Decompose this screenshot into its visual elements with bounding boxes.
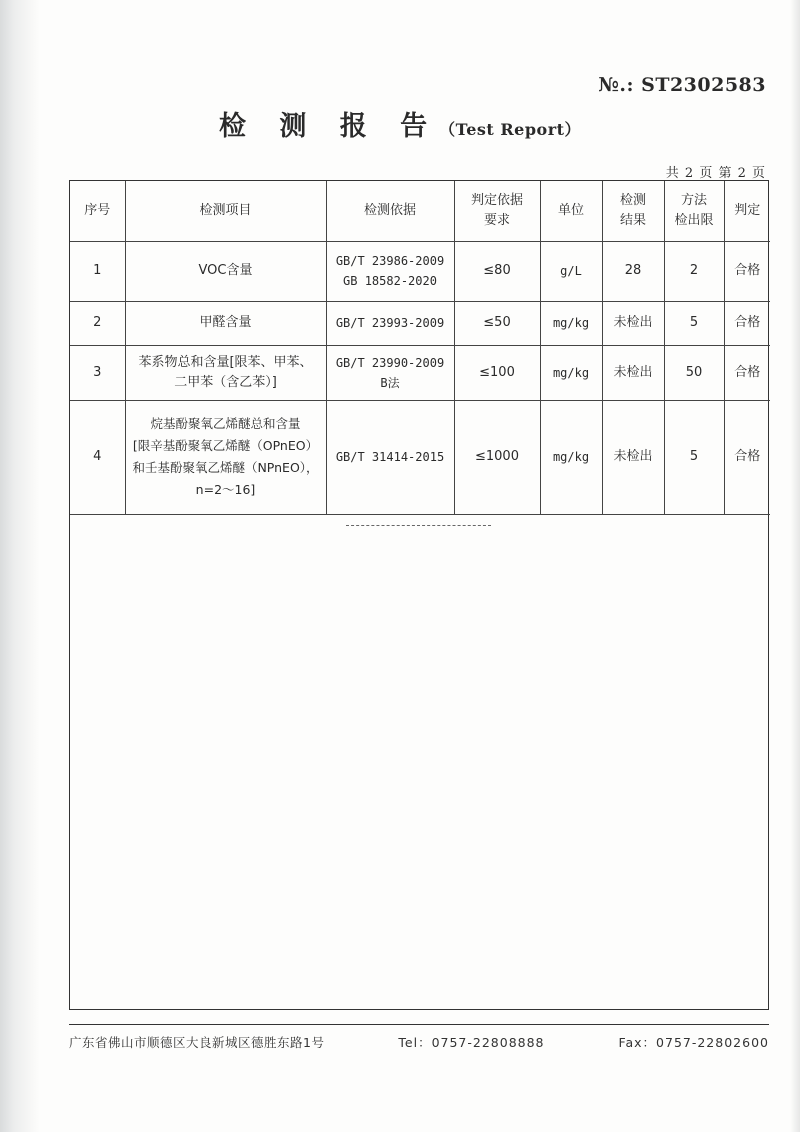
table-row	[70, 400, 770, 514]
cell-result: 28	[602, 241, 664, 301]
cell-unit: mg/kg	[540, 400, 602, 514]
table-row	[70, 345, 770, 400]
cell-no: 2	[70, 301, 125, 345]
col-header-result: 检测 结果	[602, 181, 664, 241]
cell-item: VOC含量	[125, 241, 326, 301]
cell-requirement: ≤50	[454, 301, 540, 345]
cell-no: 4	[70, 400, 125, 514]
cell-unit: g/L	[540, 241, 602, 301]
cell-no: 3	[70, 345, 125, 400]
cell-limit: 50	[664, 345, 724, 400]
table-row	[70, 301, 770, 345]
col-header-no: 序号	[70, 181, 125, 241]
report-number: №.: ST2302583	[598, 74, 766, 96]
footer-divider	[69, 1024, 769, 1025]
cell-basis: GB/T 23990-2009 B法	[326, 345, 454, 400]
cell-no: 1	[70, 241, 125, 301]
cell-item: 苯系物总和含量[限苯、甲苯、 二甲苯（含乙苯）]	[125, 345, 326, 400]
cell-basis: GB/T 31414-2015	[326, 400, 454, 514]
scan-shadow-right	[790, 0, 800, 1132]
report-title-chinese: 检 测 报 告	[218, 111, 440, 142]
footer-fax: Fax：0757-22802600	[618, 1035, 769, 1050]
page-indicator: 共 2 页 第 2 页	[665, 166, 766, 181]
cell-verdict: 合格	[724, 241, 770, 301]
report-title	[0, 104, 800, 143]
cell-requirement: ≤100	[454, 345, 540, 400]
cell-result: 未检出	[602, 400, 664, 514]
cell-item: 甲醛含量	[125, 301, 326, 345]
cell-unit: mg/kg	[540, 301, 602, 345]
col-header-limit: 方法 检出限	[664, 181, 724, 241]
cell-verdict: 合格	[724, 345, 770, 400]
table-row	[70, 241, 770, 301]
col-header-verdict: 判定	[724, 181, 770, 241]
cell-result: 未检出	[602, 301, 664, 345]
end-of-data-divider	[346, 525, 491, 526]
col-header-basis: 检测依据	[326, 181, 454, 241]
cell-unit: mg/kg	[540, 345, 602, 400]
footer	[69, 1033, 769, 1051]
cell-basis: GB/T 23986-2009 GB 18582-2020	[326, 241, 454, 301]
cell-item: 烷基酚聚氧乙烯醚总和含量 [限辛基酚聚氧乙烯醚（OPnEO） 和壬基酚聚氧乙烯醚（NPnEO）， n=2～16]	[125, 400, 326, 514]
cell-limit: 2	[664, 241, 724, 301]
cell-limit: 5	[664, 301, 724, 345]
col-header-item: 检测项目	[125, 181, 326, 241]
footer-tel: Tel：0757-22808888	[398, 1035, 545, 1050]
results-table	[70, 181, 770, 515]
table-header-row	[70, 181, 770, 241]
cell-requirement: ≤80	[454, 241, 540, 301]
cell-verdict: 合格	[724, 400, 770, 514]
cell-verdict: 合格	[724, 301, 770, 345]
footer-address: 广东省佛山市顺德区大良新城区德胜东路1号	[69, 1035, 325, 1050]
col-header-unit: 单位	[540, 181, 602, 241]
results-table-frame	[69, 180, 769, 1010]
scan-shadow-left	[0, 0, 40, 1132]
cell-requirement: ≤1000	[454, 400, 540, 514]
col-header-requirement: 判定依据 要求	[454, 181, 540, 241]
report-title-english: （Test Report）	[439, 120, 582, 139]
cell-basis: GB/T 23993-2009	[326, 301, 454, 345]
cell-limit: 5	[664, 400, 724, 514]
cell-result: 未检出	[602, 345, 664, 400]
